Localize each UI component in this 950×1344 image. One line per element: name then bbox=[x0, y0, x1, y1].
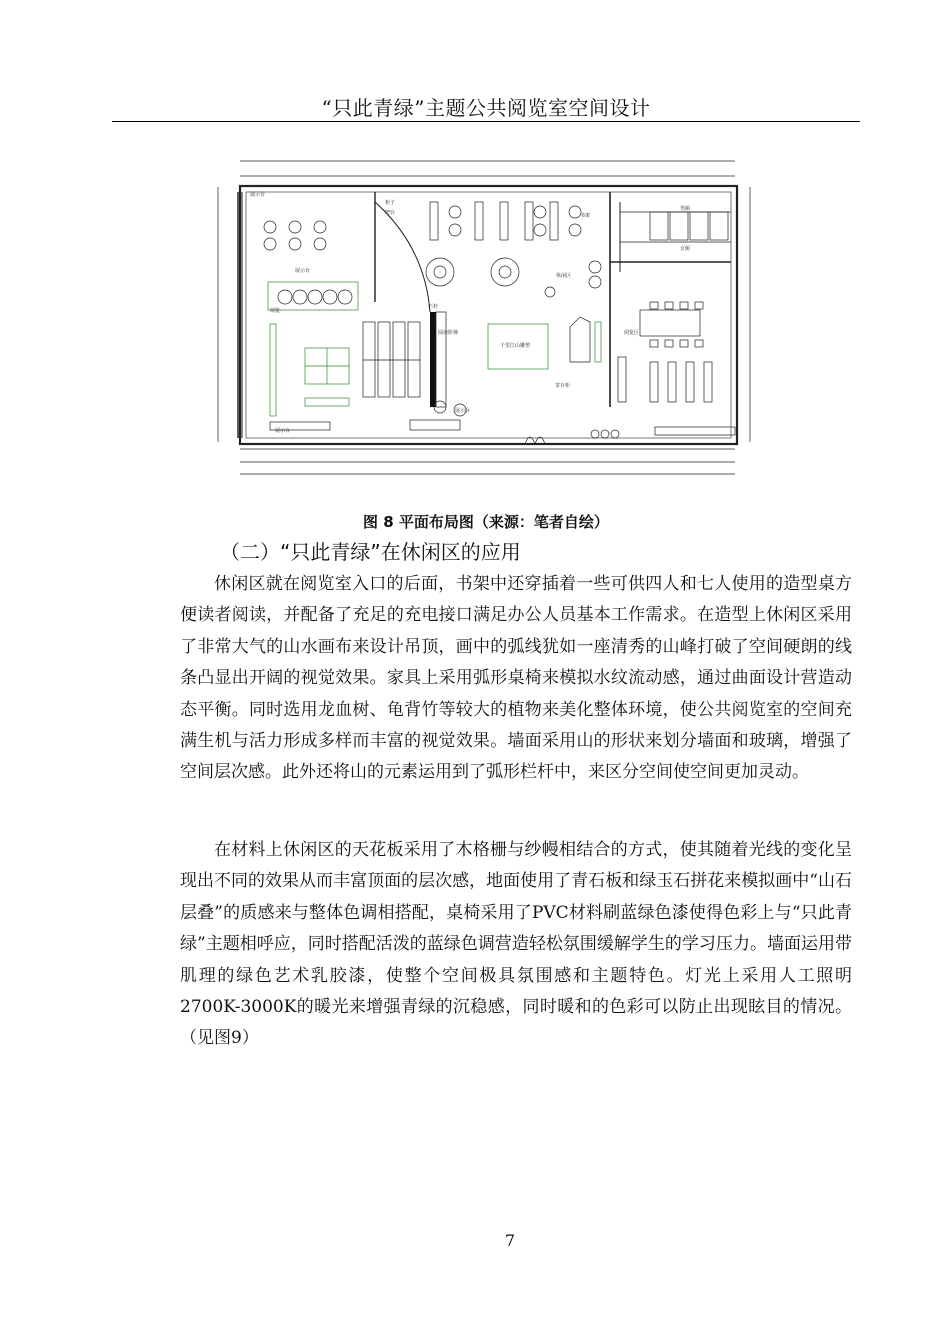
figure-caption: 图 8 平面布局图（来源：笔者自绘） bbox=[363, 513, 609, 531]
label-reading-left: 阅览 bbox=[270, 308, 281, 314]
label-men-wc: 男厕 bbox=[680, 206, 691, 212]
label-stairs: 阅读阶梯 bbox=[438, 330, 459, 336]
label-reading: 阅览区 bbox=[624, 330, 640, 336]
label-display-4: 展示台 bbox=[250, 192, 266, 198]
section-title: （二）“只此青绿”在休闲区的应用 bbox=[220, 540, 521, 564]
label-bookshelf: 书架 bbox=[580, 213, 591, 219]
label-display-1: 展示台 bbox=[295, 268, 311, 274]
label-display-3: 展示台 bbox=[275, 428, 291, 434]
label-railing: 栏杆 bbox=[428, 304, 439, 310]
label-women-wc: 女厕 bbox=[680, 246, 691, 252]
label-cabinet: 柜子 bbox=[385, 200, 396, 206]
floor-plan-figure bbox=[210, 152, 760, 487]
running-header: “只此青绿”主题公共阅览室空间设计 bbox=[321, 96, 651, 120]
header-rule bbox=[112, 121, 860, 122]
page-number: 7 bbox=[504, 1231, 516, 1250]
body-paragraph: 休闲区就在阅览室入口的后面，书架中还穿插着一些可供四人和七人使用的造型桌方便读者阅读，并配备了充足的充电接口满足办公人员基本工作需求。在造型上休闲区采用了非常大气的山水画布来设计吊顶，画中的弧线犹如一座清秀的山峰打破了空间硬朗的线条凸显出开阔的视觉效果。家具上采用弧形桌椅来模拟水纹流动感，通过曲面设计营造动态平衡。同时选用龙血树、龟背竹等较大的植物来美化整体环境，使公共阅览室的空间充满生机与活力形成多样而丰富的视觉效果。墙面采用山的形状来划分墙面和玻璃，增强了空间层次感。此外还将山的元素运用到了弧形栏杆中，来区分空间使空间更加灵动。 bbox=[180, 574, 852, 783]
label-display-2: 展示台 bbox=[455, 408, 471, 414]
body-paragraph: 在材料上休闲区的天花板采用了木格栅与纱幔相结合的方式，使其随着光线的变化呈现出不同的效果从而丰富顶面的层次感，地面使用了青石板和绿玉石拼花来模拟画中“山石层叠”的质感来与整体色调相搭配，桌椅采用了PVC材料刷蓝绿色漆使得色彩上与“只此青绿”主题相呼应，同时搭配活泼的蓝绿色调营造轻松氛围缓解学生的学习压力。墙面运用带肌理的绿色艺术乳胶漆，使整个空间极具氛围感和主题特色。灯光上采用人工照明2700K-3000K的暖光来增强青绿的沉稳感，同时暖和的色彩可以防止出现眩目的情况。（见图9） bbox=[180, 840, 852, 1049]
label-leisure: 休闲区 bbox=[556, 273, 572, 279]
stair-rail bbox=[430, 312, 436, 407]
label-bar: 吧台 bbox=[385, 210, 396, 216]
label-locker: 寄存柜 bbox=[555, 383, 571, 389]
label-mural: 千里江山雕塑 bbox=[500, 343, 531, 349]
